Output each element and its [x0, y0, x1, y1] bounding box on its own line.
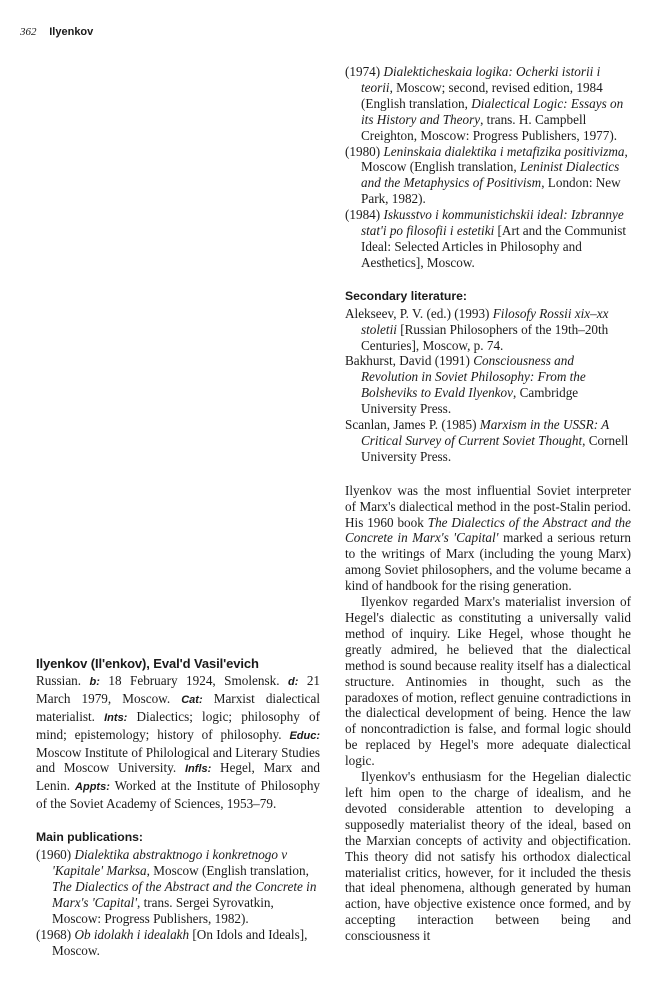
publication-item [36, 847, 320, 927]
born-label: b: [89, 675, 100, 688]
publication-details: [Art and the Communist Ideal: Selected Articles in Philosophy and Aesthetics], Moscow. [361, 223, 627, 270]
publication-translation-title: Leninist Dialectics and the Metaphysics of Positivism [361, 159, 620, 191]
publication-details: , trans. H. Campbell Creighton, Moscow: Progress Publishers, 1977). [361, 111, 618, 143]
influences: Hegel, Marx and Lenin. [36, 760, 321, 794]
running-head [20, 26, 93, 38]
essay-book-title: The Dialectics of the Abstract and the Concrete in Marx's 'Capital' [345, 514, 631, 546]
publication-details: [On Idols and Ideals], Moscow. [52, 926, 308, 958]
secondary-author: Scanlan, James P. (1985) [345, 417, 477, 433]
appointments-label: Appts: [75, 781, 110, 794]
publication-details: , Moscow; second, revised edition, 1984 (English translation, [361, 79, 603, 111]
left-column [36, 656, 320, 958]
entry-summary [36, 673, 320, 812]
publication-year: (1960) [36, 847, 72, 863]
right-column [345, 64, 631, 944]
secondary-literature-heading: Secondary literature: [345, 288, 467, 303]
secondary-author: Alekseev, P. V. (ed.) (1993) [345, 305, 490, 321]
born: 18 February 1924, Smolensk. [108, 672, 280, 688]
essay-paragraph [345, 483, 631, 594]
category: Marxist dialectical materialist. [36, 690, 321, 724]
publication-item [345, 64, 631, 144]
secondary-details: [Russian Philosophers of the 19th–20th Centuries], Moscow, p. 74. [361, 321, 609, 353]
publication-item [345, 207, 631, 271]
publication-details: , London: New Park, 1982). [361, 175, 621, 207]
secondary-item [345, 417, 631, 465]
publication-item [345, 144, 631, 208]
appointments: Worked at the Institute of Philosophy of the Soviet Academy of Sciences, 1953–79. [36, 778, 321, 812]
education-label: Educ: [289, 729, 321, 742]
nationality: Russian. [36, 672, 82, 688]
essay-paragraph: Ilyenkov regarded Marx's materialist inversion of Hegel's dialectic as constituting a universally valid method of inquiry. Like Hegel, whose thought he greatly admired, he believed that the dialectical method is sound because reality itself has a dialectical structure. Antinomies in thought, such as the paradoxes of motion, reflect genuine contradictions in the dialectical development of being. Hence the law of noncontradiction is false, and formal logic should be replaced by Hegel's more adequate dialectical logic. [345, 594, 631, 769]
publication-year: (1984) [345, 207, 381, 223]
publication-details: , Moscow (English translation, [146, 862, 309, 878]
publication-details: , trans. Sergei Syrovatkin, Moscow: Progress Publishers, 1982). [52, 894, 274, 926]
publication-title: Ob idolakh i idealakh [74, 926, 190, 942]
essay-paragraph: Ilyenkov's enthusiasm for the Hegelian dialectic left him open to the charge of idealism, and he devoted considerable attention to developing a supposedly materialist theory of the ideal, based on the Marxian concepts of activity and objectification. This theory did not satisfy his orthodox dialectical materialist critics, however, for it included the thesis that ideal phenomena, although generated by human action, have objective existence once formed, and by accepting interaction between being and consciousness it [345, 769, 631, 944]
page-number: 362 [20, 26, 37, 38]
publication-year: (1968) [36, 926, 72, 942]
publication-item [36, 927, 320, 959]
entry-headword: Ilyenkov (Il'enkov), Eval'd Vasil'evich [36, 656, 259, 671]
secondary-details: , Cambridge University Press. [361, 385, 579, 417]
main-publications-heading: Main publications: [36, 830, 143, 845]
influences-label: Infls: [184, 763, 212, 776]
publication-translation-title: The Dialectics of the Abstract and the Concrete in Marx's 'Capital' [52, 878, 317, 910]
essay-body [345, 483, 631, 944]
category-label: Cat: [181, 693, 203, 706]
publication-details: , Moscow (English translation, [361, 143, 628, 175]
publication-translation-title: Dialectical Logic: Essays on its History and Theory [361, 95, 624, 127]
died-label: d: [287, 675, 299, 688]
publication-title: Iskusstvo i kommunistichskii ideal: Izbrannye stat'i po filosofii i estetiki [361, 207, 624, 239]
secondary-author: Bakhurst, David (1991) [345, 353, 470, 369]
secondary-details: , Cornell University Press. [361, 432, 629, 464]
education: Moscow Institute of Philological and Literary Studies and Moscow University. [36, 744, 320, 776]
interests: Dialectics; logic; philosophy of mind; epistemology; history of philosophy. [36, 708, 320, 742]
secondary-item [345, 306, 631, 354]
essay-text: marked a serious return to the writings of Marx (including the young Marx) among Soviet philosophers, and the volume became a kind of handbook for the rising generation. [345, 530, 631, 594]
secondary-title: Filosofy Rossii xix–xx stoletii [361, 305, 609, 337]
publication-title: Dialektika abstraktnogo i konkretnogo v 'Kapitale' Marksa [52, 847, 288, 878]
secondary-title: Marxism in the USSR: A Critical Survey of Current Soviet Thought [361, 417, 609, 448]
publication-title: Leninskaia dialektika i metafizika positivizma [383, 143, 625, 159]
secondary-title: Consciousness and Revolution in Soviet Philosophy: From the Bolsheviks to Evald Ilyenkov [361, 353, 586, 401]
publication-title: Dialekticheskaia logika: Ocherki istorii i teorii [361, 64, 601, 95]
running-head-name: Ilyenkov [49, 26, 94, 38]
secondary-item [345, 353, 631, 417]
interests-label: Ints: [104, 711, 128, 724]
publication-year: (1980) [345, 143, 381, 159]
essay-text: Ilyenkov was the most influential Soviet interpreter of Marx's dialectical method in the post-Stalin period. His 1960 book [345, 482, 631, 530]
died: 21 March 1979, Moscow. [36, 672, 320, 706]
publication-year: (1974) [345, 64, 381, 79]
